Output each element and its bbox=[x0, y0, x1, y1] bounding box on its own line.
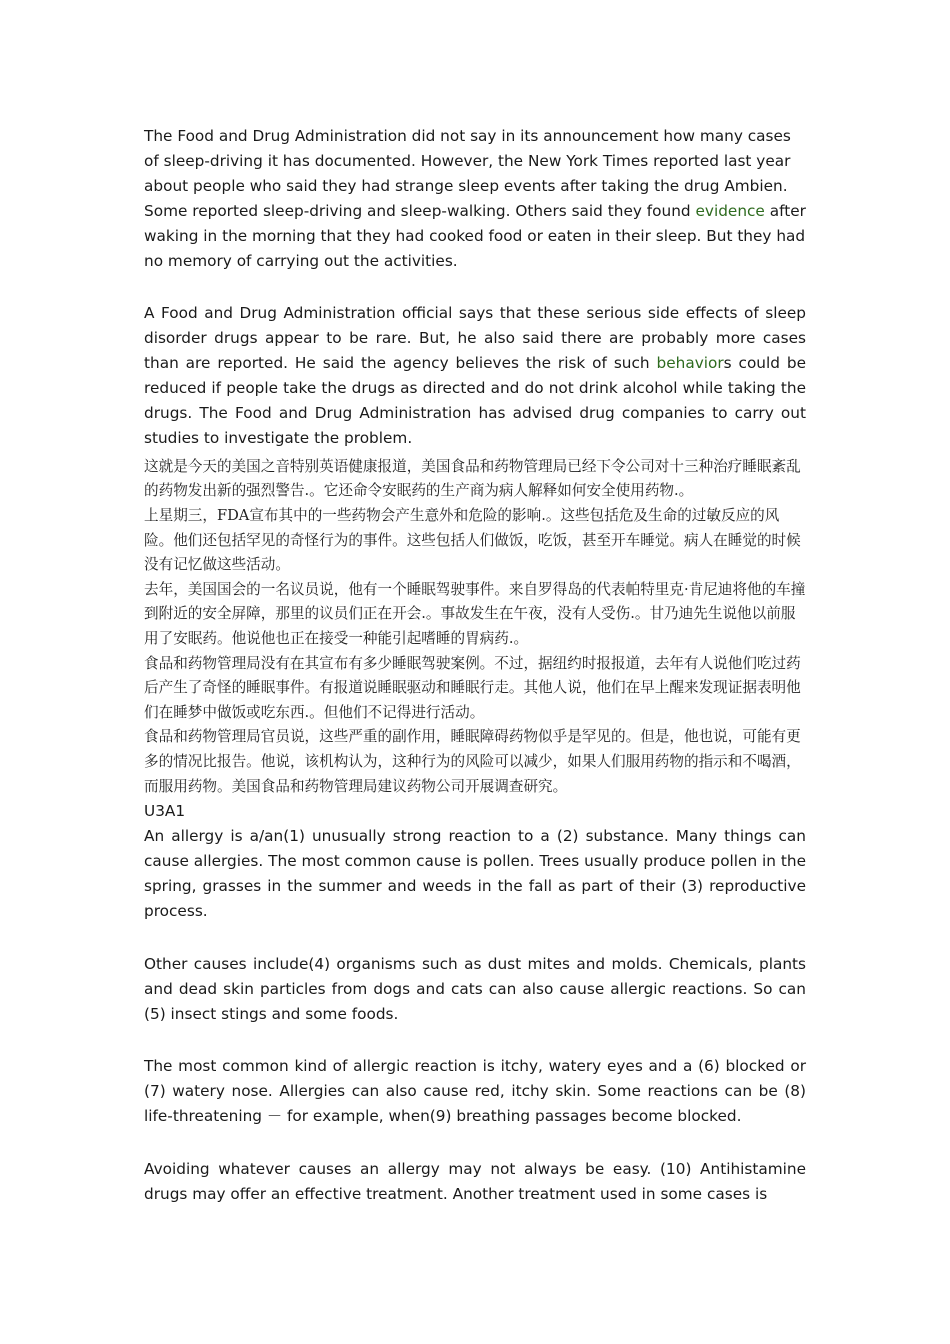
paragraph-allergy-treatment: Avoiding whatever causes an allergy may not always be easy. (10) Antihistamine drugs may offer an effective treatment. Another treatment used in some cases is bbox=[144, 1160, 806, 1204]
section-label: U3A1 bbox=[144, 802, 186, 821]
chinese-paragraph: 食品和药物管理局没有在其宣布有多少睡眠驾驶案例。不过，据纽约时报报道，去年有人说他们吃过药后产生了奇怪的睡眠事件。有报道说睡眠驱动和睡眠行走。其他人说，他们在早上醒来发现证据表明他们在睡梦中做饭或吃东西.。但他们不记得进行活动。 bbox=[144, 654, 801, 721]
paragraph-fda-official: A Food and Drug Administration official says that these serious side effects of sleep disorder drugs appear to be rare. But, he also said there are probably more cases than are reported. He said the agency believes the risk of such behaviors could be reduced if people take the drugs as directed and do not drink alcohol while taking the drugs. The Food and Drug Administration has advised drug companies to carry out studies to investigate the problem. bbox=[144, 304, 806, 447]
vocab-link-evidence[interactable]: evidence bbox=[695, 201, 765, 220]
paragraph-sleep-driving: The Food and Drug Administration did not say in its announcement how many cases of sleep-driving it has documented. However, the New York Times reported last year about people who said they had strange sleep events after taking the drug Ambien. Some reported sleep-driving and sleep-walking. Others said they found evidence after waking in the morning that they had cooked food or eaten in their sleep. But they had no memory of carrying out the activities. bbox=[144, 127, 806, 270]
paragraph-allergy-reactions: The most common kind of allergic reaction is itchy, watery eyes and a (6) blocked or (7) watery nose. Allergies can also cause red, itchy skin. Some reactions can be (8) life-threatening － for example, when(9) breathing passages become blocked. bbox=[144, 1057, 806, 1126]
document-body bbox=[144, 124, 806, 1207]
chinese-paragraph: 去年，美国国会的一名议员说，他有一个睡眠驾驶事件。来自罗得岛的代表帕特里克·肯尼迪将他的车撞到附近的安全屏障，那里的议员们正在开会.。事故发生在午夜，没有人受伤.。甘乃迪先生说他以前服用了安眠药。他说他也正在接受一种能引起嗜睡的胃病药.。 bbox=[144, 580, 806, 648]
paragraph-allergy-causes: Other causes include(4) organisms such as dust mites and molds. Chemicals, plants and dead skin particles from dogs and cats can also cause allergic reactions. So can (5) insect stings and some foods. bbox=[144, 954, 806, 1023]
paragraph-allergy-definition: An allergy is a/an(1) unusually strong reaction to a (2) substance. Many things can cause allergies. The most common cause is pollen. Trees usually produce pollen in the spring, grasses in the summer and weeds in the fall as part of their (3) reproductive process. bbox=[144, 827, 806, 920]
chinese-paragraph: 这就是今天的美国之音特别英语健康报道，美国食品和药物管理局已经下令公司对十三种治疗睡眠紊乱的药物发出新的强烈警告.。它还命令安眠药的生产商为病人解释如何安全使用药物.。 bbox=[144, 457, 801, 500]
vocab-link-behavior[interactable]: behavior bbox=[656, 354, 724, 373]
chinese-paragraph: 上星期三，FDA宣布其中的一些药物会产生意外和危险的影响.。这些包括危及生命的过敏反应的风险。他们还包括罕见的奇怪行为的事件。这些包括人们做饭，吃饭，甚至开车睡觉。病人在睡觉的时候没有记忆做这些活动。 bbox=[144, 507, 801, 574]
chinese-paragraph: 食品和药物管理局官员说，这些严重的副作用，睡眠障碍药物似乎是罕见的。但是，他也说，可能有更多的情况比报告。他说，该机构认为，这种行为的风险可以减少，如果人们服用药物的指示和不喝酒，而服用药物。美国食品和药物管理局建议药物公司开展调查研究。 bbox=[144, 728, 801, 795]
